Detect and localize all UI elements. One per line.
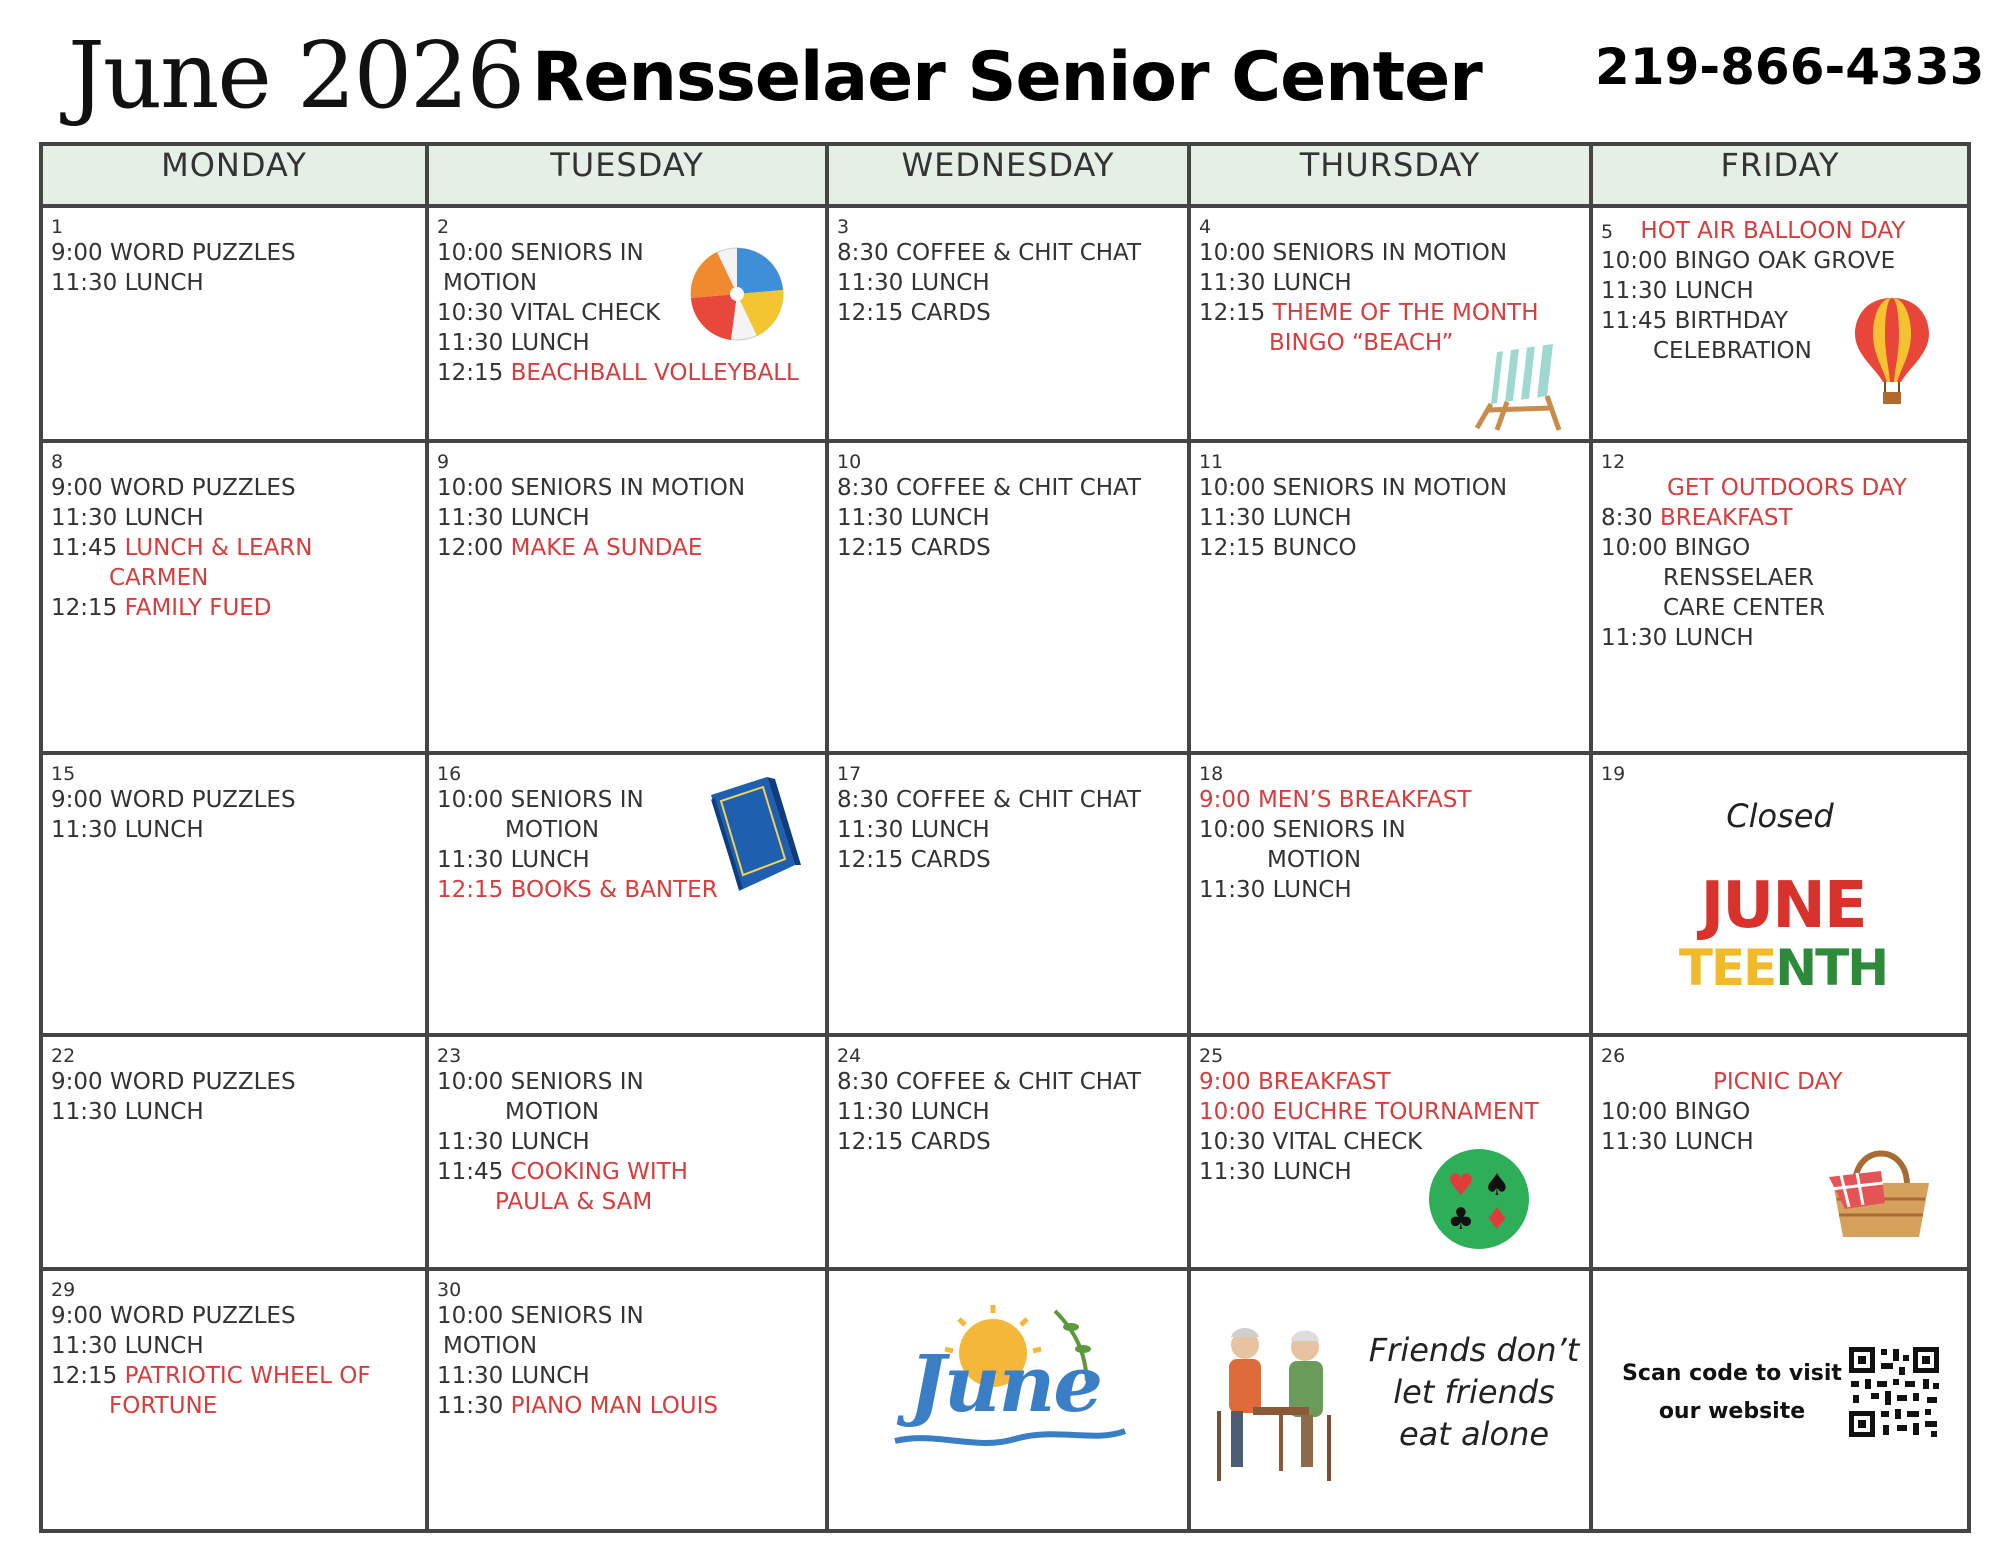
day-number: 8 (51, 451, 64, 473)
event: 8:30 COFFEE & CHIT CHAT (837, 475, 1142, 501)
event: 10:00 SENIORS IN (437, 1069, 644, 1095)
qr-code-icon[interactable] (1847, 1345, 1941, 1439)
event-cont: MOTION (1267, 847, 1362, 873)
event: 11:30 LUNCH (1601, 1129, 1754, 1155)
event-cont: MOTION (505, 1099, 600, 1125)
event-highlight: 12:00 MAKE A SUNDAE (437, 535, 703, 561)
day-cell-16 (429, 755, 825, 905)
day-number: 17 (837, 763, 862, 785)
svg-text:♣: ♣ (1447, 1202, 1475, 1237)
day-cell-8 (43, 443, 425, 623)
day-cell-15 (43, 755, 425, 845)
day-number: 24 (837, 1045, 862, 1067)
svg-text:June: June (909, 1339, 1101, 1430)
event: 8:30 COFFEE & CHIT CHAT (837, 1069, 1142, 1095)
day-cell-23 (429, 1037, 825, 1217)
day-cell-4 (1191, 208, 1589, 358)
svg-text:TEENTH: TEENTH (1678, 939, 1888, 995)
event: 9:00 WORD PUZZLES (51, 475, 296, 501)
event: 9:00 WORD PUZZLES (51, 1069, 296, 1095)
week-row (41, 206, 1969, 441)
day-number: 19 (1601, 763, 1626, 785)
event-highlight-cont: BINGO “BEACH” (1269, 330, 1454, 356)
event: 12:15 CARDS (837, 1129, 991, 1155)
juneteenth-logo (1673, 865, 1893, 995)
day-number: 1 (51, 216, 64, 238)
day-cell-11 (1191, 443, 1589, 563)
day-number: 26 (1601, 1045, 1626, 1067)
day-number: 4 (1199, 216, 1212, 238)
june-logo-cell (829, 1271, 1187, 1430)
day-cell-25 (1191, 1037, 1589, 1237)
event: 10:00 SENIORS IN MOTION (437, 475, 746, 501)
picnic-basket-icon (1825, 1133, 1937, 1241)
event: 11:30 LUNCH (1199, 270, 1352, 296)
weekday-monday: MONDAY (41, 144, 427, 206)
day-cell-12 (1593, 443, 1967, 653)
event: 11:45 BIRTHDAY (1601, 308, 1789, 334)
theme-day: GET OUTDOORS DAY (1667, 475, 1907, 501)
day-header: 5 HOT AIR BALLOON DAY (1601, 218, 1906, 244)
day-number: 11 (1199, 451, 1224, 473)
event: 10:30 VITAL CHECK (437, 300, 661, 326)
scan-text: Scan code to visit our website (1622, 1361, 1842, 1424)
event-highlight: 10:00 EUCHRE TOURNAMENT (1199, 1099, 1539, 1125)
day-cell-26 (1593, 1037, 1967, 1157)
event: 10:30 VITAL CHECK (1199, 1129, 1423, 1155)
day-cell-24 (829, 1037, 1187, 1157)
day-number: 12 (1601, 451, 1626, 473)
event-cont: RENSSELAER (1663, 565, 1815, 591)
event: 11:30 LUNCH (51, 817, 204, 843)
event: 11:30 LUNCH (1199, 877, 1352, 903)
day-cell-19 (1593, 755, 1967, 995)
day-cell-17 (829, 755, 1187, 875)
event-cont: MOTION (443, 1333, 538, 1359)
event: 11:30 LUNCH (51, 1099, 204, 1125)
friends-quote-cell (1191, 1271, 1589, 1453)
website-cell (1593, 1271, 1967, 1424)
day-cell-2 (429, 208, 825, 388)
event-highlight: 11:30 PIANO MAN LOUIS (437, 1393, 719, 1419)
day-number: 10 (837, 451, 862, 473)
event: 10:00 SENIORS IN (437, 1303, 644, 1329)
day-cell-22 (43, 1037, 425, 1127)
event: 11:30 LUNCH (1601, 278, 1754, 304)
hot-air-balloon-icon (1851, 294, 1933, 408)
event-highlight-cont: PAULA & SAM (495, 1189, 653, 1215)
weekday-friday: FRIDAY (1591, 144, 1969, 206)
event: 11:30 LUNCH (51, 505, 204, 531)
weekday-header-row (41, 144, 1969, 206)
day-number: 22 (51, 1045, 76, 1067)
event: 11:30 LUNCH (1199, 1159, 1352, 1185)
day-cell-5 (1593, 208, 1967, 366)
event: 11:30 LUNCH (837, 270, 990, 296)
event: 10:00 BINGO OAK GROVE (1601, 248, 1896, 274)
event: 10:00 SENIORS IN (437, 240, 644, 266)
june-logo (875, 1291, 1135, 1471)
calendar-grid (39, 142, 1971, 1533)
week-row (41, 1035, 1969, 1269)
event: 11:30 LUNCH (837, 817, 990, 843)
event: 10:00 SENIORS IN (437, 787, 644, 813)
event-highlight: 11:45 LUNCH & LEARN (51, 535, 313, 561)
event: 10:00 SENIORS IN MOTION (1199, 475, 1508, 501)
day-cell-1 (43, 208, 425, 298)
event-cont: MOTION (443, 270, 538, 296)
day-number: 29 (51, 1279, 76, 1301)
event: 10:00 BINGO (1601, 535, 1751, 561)
day-number: 9 (437, 451, 450, 473)
event-cont: CARE CENTER (1663, 595, 1825, 621)
event: 11:30 LUNCH (1199, 505, 1352, 531)
event: 11:30 LUNCH (837, 505, 990, 531)
event-highlight-cont: CARMEN (109, 565, 209, 591)
day-number: 3 (837, 216, 850, 238)
event: 12:15 CARDS (837, 535, 991, 561)
beach-ball-icon (687, 244, 787, 344)
event: 12:15 CARDS (837, 300, 991, 326)
event: 10:00 BINGO (1601, 1099, 1751, 1125)
day-cell-18 (1191, 755, 1589, 905)
event: 9:00 WORD PUZZLES (51, 787, 296, 813)
event: 11:30 LUNCH (837, 1099, 990, 1125)
event: 11:30 LUNCH (437, 330, 590, 356)
event-highlight: 9:00 BREAKFAST (1199, 1069, 1391, 1095)
day-number: 18 (1199, 763, 1224, 785)
event-highlight: 12:15 THEME OF THE MONTH (1199, 300, 1539, 326)
weekday-wednesday: WEDNESDAY (827, 144, 1189, 206)
event-cont: CELEBRATION (1653, 338, 1812, 364)
event: 11:30 LUNCH (437, 505, 590, 531)
day-number: 23 (437, 1045, 462, 1067)
week-row (41, 753, 1969, 1035)
event-cont: MOTION (505, 817, 600, 843)
event-highlight: 12:15 BOOKS & BANTER (437, 877, 718, 903)
event: 12:15 CARDS (837, 847, 991, 873)
event-highlight: 12:15 PATRIOTIC WHEEL OF (51, 1363, 371, 1389)
weekday-thursday: THURSDAY (1189, 144, 1591, 206)
event: 11:30 LUNCH (1601, 625, 1754, 651)
week-row (41, 441, 1969, 753)
event-highlight: 12:15 BEACHBALL VOLLEYBALL (437, 360, 799, 386)
card-suits-icon (1427, 1147, 1531, 1251)
book-icon (705, 773, 801, 895)
event-highlight: 8:30 BREAKFAST (1601, 505, 1793, 531)
event-highlight: 9:00 MEN’S BREAKFAST (1199, 787, 1472, 813)
day-number: 2 (437, 216, 450, 238)
event: 8:30 COFFEE & CHIT CHAT (837, 787, 1142, 813)
day-cell-3 (829, 208, 1187, 328)
day-cell-9 (429, 443, 825, 563)
event: 11:30 LUNCH (437, 847, 590, 873)
day-number: 30 (437, 1279, 462, 1301)
weekday-tuesday: TUESDAY (427, 144, 827, 206)
day-number: 16 (437, 763, 462, 785)
day-number: 25 (1199, 1045, 1224, 1067)
event: 11:30 LUNCH (51, 1333, 204, 1359)
center-title: Rensselaer Senior Center (532, 38, 1482, 117)
event-highlight-cont: FORTUNE (109, 1393, 218, 1419)
event: 9:00 WORD PUZZLES (51, 1303, 296, 1329)
event: 9:00 WORD PUZZLES (51, 240, 296, 266)
theme-day: PICNIC DAY (1713, 1069, 1843, 1095)
beach-chair-icon (1467, 338, 1565, 434)
event-highlight: 11:45 COOKING WITH (437, 1159, 688, 1185)
svg-text:♦: ♦ (1483, 1202, 1511, 1237)
week-row (41, 1269, 1969, 1531)
event: 11:30 LUNCH (51, 270, 204, 296)
event: 12:15 BUNCO (1199, 535, 1357, 561)
event-highlight: 12:15 FAMILY FUED (51, 595, 272, 621)
event: 11:30 LUNCH (437, 1363, 590, 1389)
svg-text:♠: ♠ (1483, 1168, 1511, 1203)
day-number: 15 (51, 763, 76, 785)
friends-quote: Friends don’t let friends eat alone (1368, 1331, 1580, 1453)
closed-label: Closed (1726, 797, 1834, 835)
event: 10:00 SENIORS IN (1199, 817, 1406, 843)
day-cell-29 (43, 1271, 425, 1421)
phone-number: 219-866-4333 (1595, 38, 1985, 96)
day-cell-30 (429, 1271, 825, 1421)
event: 11:30 LUNCH (437, 1129, 590, 1155)
seniors-dining-illustration (1209, 1311, 1339, 1491)
event: 8:30 COFFEE & CHIT CHAT (837, 240, 1142, 266)
event: 10:00 SENIORS IN MOTION (1199, 240, 1508, 266)
day-cell-10 (829, 443, 1187, 563)
month-title: June 2026 (68, 22, 524, 129)
svg-text:JUNE: JUNE (1700, 869, 1866, 943)
svg-text:♥: ♥ (1447, 1168, 1475, 1203)
